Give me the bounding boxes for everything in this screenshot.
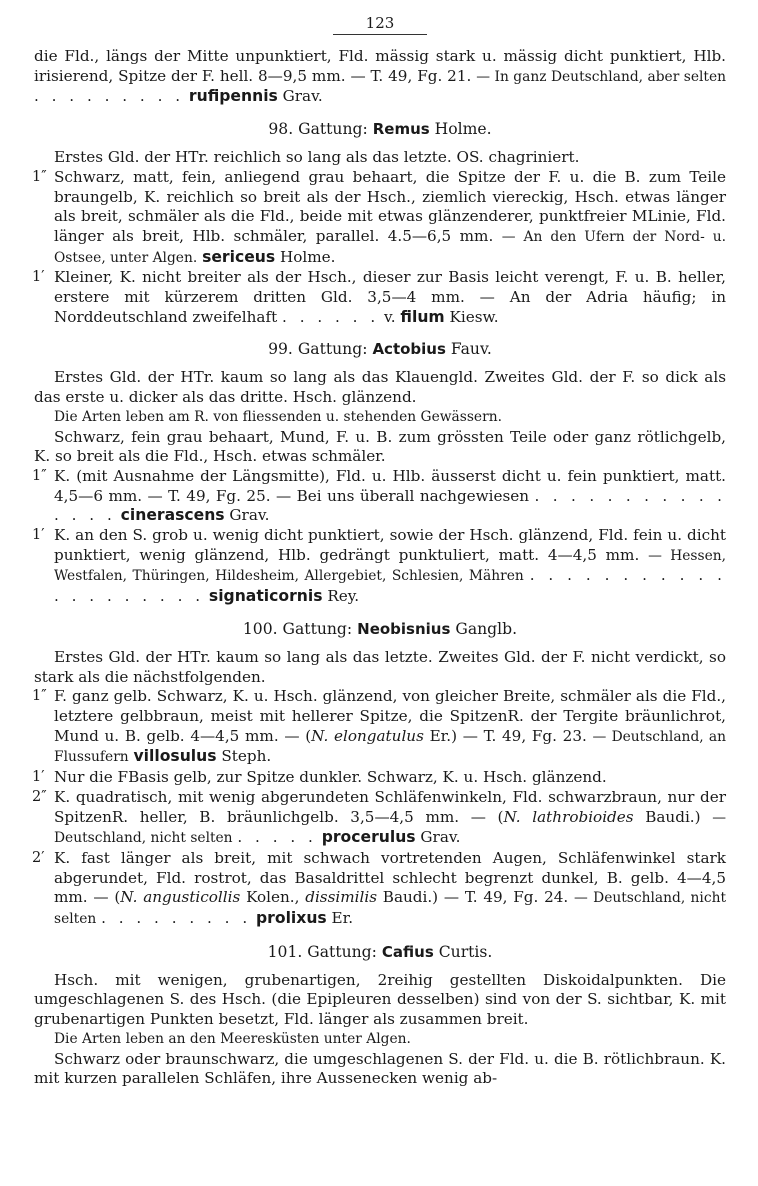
top-entry (34, 47, 726, 107)
genus-author: Ganglb. (455, 619, 518, 638)
species-author: Grav. (229, 506, 270, 525)
key-entry (34, 768, 726, 788)
species-name: rufipennis (188, 87, 278, 106)
entry-text: Kleiner, K. nicht breiter als der Hsch., dieser zur Basis leicht verengt, F. u. B. heller, erstere mit kürzerem dritten Gld. 3,5—4 mm. — An der Adria häufig; in Norddeutschland zweifelhaft (54, 268, 726, 326)
genus-name: Neobisnius (357, 619, 451, 638)
genus-intro: Erstes Gld. der HTr. kaum so lang als das Klauengld. Zweites Gld. der F. so dick als das erste u. dicker als das dritte. Hsch. glänzend. (34, 368, 726, 407)
key-number: 1′ (32, 269, 45, 286)
synonym: dissimilis (305, 888, 378, 907)
entry-distribution: — Hessen, Westfalen, Thüringen, Hildesheim, Allergebiet, Schlesien, Mähren (54, 547, 726, 585)
species-name: prolixus (256, 909, 327, 928)
key-number: 1″ (32, 688, 47, 705)
synonym-author: Kolen., (246, 888, 300, 907)
genus-intro: Hsch. mit wenigen, grubenartigen, 2reihig gestellten Diskoidalpunkten. Die umgeschlagenen S. des Hsch. (die Epipleuren desselben) sind von der S. sichtbar, K. mit grubenartigen Punkten besetzt, Fld. länger als zusammen breit. (34, 970, 726, 1029)
synonym: N. elongatulus (311, 726, 424, 745)
genus-name: Remus (372, 120, 430, 139)
key-entry (34, 168, 726, 269)
leader-dots: . . . . . . . . . . . . . . . . . . . . (54, 566, 726, 606)
entry-text: Schwarz, matt, fein, anliegend grau behaart, die Spitze der F. u. die B. zum Teile braungelb, K. reichlich so breit als der Hsch., ziemlich viereckig, Hsch. etwas länger als breit, schmäler als die Fld., beide mit etwas glänzenderer, punktfreier MLinie, Fld. länger als breit, Hlb. schmäler, parallel. 4.5—6,5 mm. (54, 167, 726, 245)
synonym-author: Baudi.) — T. 49, Fg. 24. (382, 888, 569, 907)
page-number: 123 (365, 14, 395, 32)
species-name: procerulus (321, 828, 416, 847)
entry-text: K. quadratisch, mit wenig abgerundeten Schläfenwinkeln, Fld. schwarzbraun, nur der SpitzenR. heller, B. bräunlichgelb. 3,5—4,5 mm. — ( (54, 787, 726, 826)
genus-heading-101 (34, 942, 726, 962)
species-author: Steph. (221, 747, 272, 766)
genus-heading-98 (34, 119, 726, 139)
entry-distribution: — An den Ufern der Nord- u. Ostsee, unter Algen. (54, 228, 727, 266)
key-entry (34, 849, 726, 930)
heading-prefix: 98. Gattung: (268, 120, 368, 139)
leader-dots: . . . . . . (282, 307, 380, 326)
species-author: Kiesw. (449, 307, 499, 326)
species-author: Grav. (420, 828, 461, 847)
synonym: N. angusticollis (120, 888, 241, 907)
species-author: Er. (331, 909, 354, 928)
key-entry (34, 687, 726, 768)
species-name: cinerascens (120, 506, 225, 525)
synonym-author: Baudi.) (645, 807, 701, 826)
top-entry-text: die Fld., längs der Mitte unpunktiert, Fld. mässig stark u. mässig dicht punktiert, Hlb. irisierend, Spitze der F. hell. 8—9,5 mm. — T. 49, Fg. 21. (34, 47, 726, 85)
leader-dots: . . . . . (237, 828, 317, 847)
synonym: N. lathrobioides (503, 807, 634, 826)
genus-description: Schwarz, fein grau behaart, Mund, F. u. B. zum grössten Teile oder ganz rötlichgelb, K. so breit als die Fld., Hsch. etwas schmäler. (34, 427, 726, 466)
species-author: Rey. (327, 587, 360, 606)
key-number: 1″ (32, 467, 47, 484)
species-author: Holme. (280, 247, 336, 266)
genus-author: Holme. (434, 120, 492, 139)
genus-heading-100 (34, 619, 726, 639)
heading-prefix: 101. Gattung: (267, 942, 377, 961)
habitat-note: Die Arten leben an den Meeresküsten unter Algen. (54, 1030, 411, 1047)
key-entry (34, 526, 726, 607)
heading-prefix: 99. Gattung: (268, 340, 368, 359)
entry-text: K. (mit Ausnahme der Längsmitte), Fld. u. Hlb. äusserst dicht u. fein punktiert, matt. 4,5—6 mm. — T. 49, Fg. 25. — Bei uns überall nachgewiesen (54, 466, 726, 505)
key-number: 2″ (32, 788, 47, 805)
genus-heading-99 (34, 339, 726, 359)
genus-author: Curtis. (438, 942, 493, 961)
entry-text: Nur die FBasis gelb, zur Spitze dunkler. Schwarz, K. u. Hsch. glänzend. (54, 768, 607, 787)
leader-dots: . . . . . . . . . . . . . . . (54, 486, 727, 525)
entry-distribution: — Deutschland, an Flussufern (54, 728, 727, 766)
key-entry (34, 268, 726, 327)
entry-text: K. an den S. grob u. wenig dicht punktiert, sowie der Hsch. glänzend, Fld. fein u. dicht punktiert, wenig glänzend, Hlb. gedrängt punktuliert, matt. 4—4,5 mm. (54, 526, 726, 564)
key-entry (34, 467, 726, 526)
leader-dots: . . . . . . . . . (34, 87, 185, 106)
species-author: Grav. (282, 87, 323, 106)
species-name: villosulus (133, 747, 217, 766)
key-number: 1″ (32, 168, 47, 185)
species-name: sericeus (202, 247, 276, 266)
header-rule (333, 34, 427, 35)
key-entry (34, 788, 726, 849)
top-entry-distribution: — In ganz Deutschland, aber selten (476, 68, 727, 85)
heading-prefix: 100. Gattung: (242, 619, 353, 638)
genus-name: Actobius (372, 340, 446, 359)
genus-description: Schwarz oder braunschwarz, die umgeschlagenen S. der Fld. u. die B. rötlichbraun. K. mit kurzen parallelen Schläfen, ihre Aussenecken wenig ab- (34, 1049, 726, 1088)
species-name: filum (400, 307, 445, 326)
genus-intro: Erstes Gld. der HTr. reichlich so lang als das letzte. OS. chagriniert. (54, 148, 580, 167)
synonym-author: Er.) — T. 49, Fg. 23. (429, 726, 587, 745)
genus-name: Cafius (381, 942, 434, 961)
entry-distribution: — Deutschland, nicht selten (54, 890, 727, 928)
genus-intro: Erstes Gld. der HTr. kaum so lang als das letzte. Zweites Gld. der F. nicht verdickt, so stark als die nächstfolgenden. (34, 647, 726, 686)
key-number: 1′ (32, 527, 45, 544)
habitat-note: Die Arten leben am R. von fliessenden u. stehenden Gewässern. (54, 408, 502, 425)
leader-dots: . . . . . . . . . (101, 909, 252, 928)
entry-text: K. fast länger als breit, mit schwach vortretenden Augen, Schläfenwinkel stark abgerundet, Fld. rostrot, das Basaldrittel schlecht begrenzt dunkel, B. gelb. 4—4,5 mm. — ( (54, 848, 726, 907)
key-number: 1′ (32, 769, 45, 786)
entry-distribution: — Deutschland, nicht selten (54, 809, 727, 847)
genus-author: Fauv. (450, 340, 492, 359)
variety-prefix: v. (383, 307, 396, 326)
key-number: 2′ (32, 849, 45, 866)
entry-text: F. ganz gelb. Schwarz, K. u. Hsch. glänzend, von gleicher Breite, schmäler als die Fld., letztere gelbbraun, meist mit hellerer Spitze, die SpitzenR. der Tergite bräunlichrot, Mund u. B. gelb. 4—4,5 mm. — ( (54, 687, 726, 745)
species-name: signaticornis (208, 587, 323, 606)
